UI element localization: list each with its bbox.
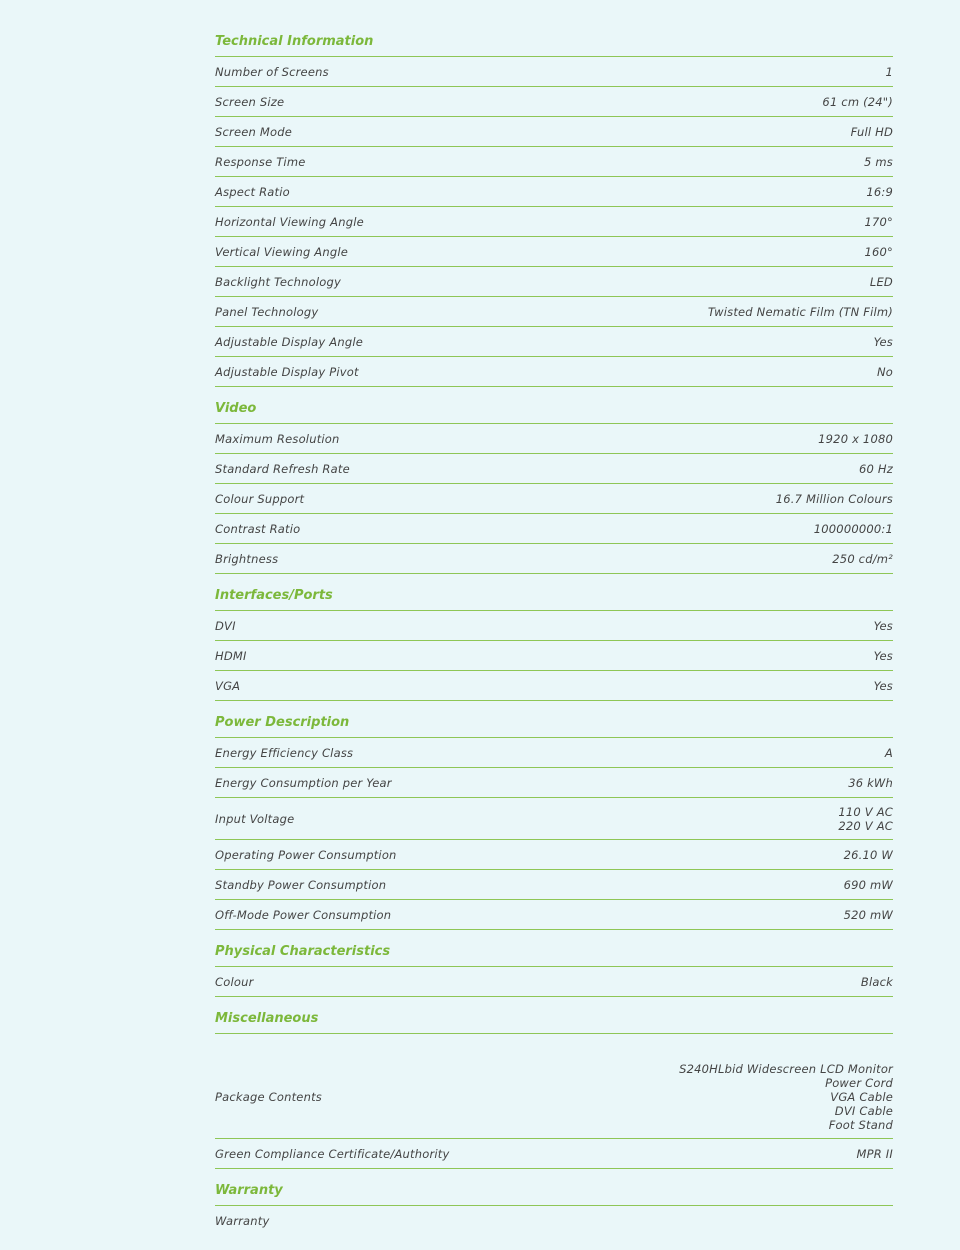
- spec-row-panel-technology: [215, 297, 893, 327]
- spec-value-line: Yes: [873, 334, 893, 349]
- spec-label: Number of Screens: [215, 64, 329, 79]
- spec-label: Adjustable Display Angle: [215, 334, 363, 349]
- spec-value: [844, 908, 893, 922]
- spec-value: [874, 619, 893, 633]
- spec-row-dvi: [215, 611, 893, 641]
- spec-value-line: Yes: [873, 648, 893, 663]
- spec-label: Adjustable Display Pivot: [215, 364, 359, 379]
- spec-label: Aspect Ratio: [215, 184, 290, 199]
- spec-value: [865, 245, 894, 259]
- spec-label: Backlight Technology: [215, 274, 342, 289]
- spec-value: [861, 975, 893, 989]
- spec-value: [864, 155, 893, 169]
- spec-value-line: 26.10 W: [843, 847, 893, 862]
- spec-value-line: 690 mW: [843, 877, 893, 892]
- section-technical-information: [215, 30, 893, 397]
- spec-label: HDMI: [215, 648, 247, 663]
- section-warranty: [215, 1179, 893, 1235]
- spec-label: Brightness: [215, 551, 279, 566]
- section-power-description: [215, 711, 893, 940]
- spec-row-input-voltage: [215, 798, 893, 840]
- section-title: Interfaces/Ports: [215, 584, 893, 611]
- spec-row-energy-consumption-per-year: [215, 768, 893, 798]
- spec-label: Screen Size: [215, 94, 285, 109]
- spec-value-line: 100000000:1: [813, 521, 893, 536]
- spec-label: Energy Consumption per Year: [215, 775, 392, 790]
- spec-label: Energy Efficiency Class: [215, 745, 354, 760]
- spec-row-adjustable-display-angle: [215, 327, 893, 357]
- spec-label: Maximum Resolution: [215, 431, 340, 446]
- spec-value-line: 60 Hz: [859, 461, 893, 476]
- spec-value: [885, 65, 893, 79]
- spec-value-line: 16:9: [866, 184, 893, 199]
- spec-value-line: A: [884, 745, 893, 760]
- spec-value: [865, 215, 894, 229]
- spec-label: Vertical Viewing Angle: [215, 244, 349, 259]
- spec-value-line: DVI Cable: [834, 1104, 893, 1118]
- spec-row-maximum-resolution: [215, 424, 893, 454]
- section-title: Warranty: [215, 1179, 893, 1206]
- spec-value-line: Yes: [873, 678, 893, 693]
- spec-row-colour: [215, 967, 893, 997]
- spec-label: Screen Mode: [215, 124, 292, 139]
- spec-row-vga: [215, 671, 893, 701]
- spec-value: [814, 522, 893, 536]
- spec-row-off-mode-power-consumption: [215, 900, 893, 930]
- spec-value-line: 36 kWh: [848, 775, 893, 790]
- section-title: Video: [215, 397, 893, 424]
- spec-row-green-compliance-certificate-authority: [215, 1139, 893, 1169]
- spec-value: [679, 1062, 893, 1132]
- spec-row-screen-mode: [215, 117, 893, 147]
- section-interfaces-ports: [215, 584, 893, 711]
- spec-value: [877, 365, 893, 379]
- spec-value: [874, 679, 893, 693]
- section-physical-characteristics: [215, 940, 893, 1007]
- spec-row-contrast-ratio: [215, 514, 893, 544]
- spec-sheet: [215, 30, 893, 1235]
- spec-value: [844, 848, 893, 862]
- spec-value-line: 250 cd/m²: [832, 551, 893, 566]
- spec-value: [776, 492, 893, 506]
- spec-value-line: Yes: [873, 618, 893, 633]
- spec-label: VGA: [215, 678, 241, 693]
- spec-value: [857, 1147, 894, 1161]
- spec-value-line: Full HD: [850, 124, 893, 139]
- spec-row-horizontal-viewing-angle: [215, 207, 893, 237]
- spec-label: Colour Support: [215, 491, 305, 506]
- spec-label: Operating Power Consumption: [215, 847, 397, 862]
- section-title: Physical Characteristics: [215, 940, 893, 967]
- section-title: Power Description: [215, 711, 893, 738]
- spec-row-adjustable-display-pivot: [215, 357, 893, 387]
- spec-value-line: Black: [860, 974, 893, 989]
- spec-label: Colour: [215, 974, 254, 989]
- spec-value-line: No: [876, 364, 893, 379]
- spec-value: [885, 746, 893, 760]
- spec-value: [874, 335, 893, 349]
- spec-label: Package Contents: [215, 1090, 322, 1104]
- section-video: [215, 397, 893, 584]
- spec-row-response-time: [215, 147, 893, 177]
- spec-row-backlight-technology: [215, 267, 893, 297]
- spec-value-line: MPR II: [856, 1146, 893, 1161]
- section-title: Miscellaneous: [215, 1007, 893, 1034]
- spec-value: [818, 432, 893, 446]
- spec-row-warranty: [215, 1206, 893, 1235]
- spec-value: [844, 878, 893, 892]
- spec-value-line: 160°: [864, 244, 893, 259]
- spec-value: [874, 649, 893, 663]
- spec-row-number-of-screens: [215, 57, 893, 87]
- spec-value-line: 520 mW: [843, 907, 893, 922]
- spec-value-line: VGA Cable: [830, 1090, 893, 1104]
- spec-label: Standard Refresh Rate: [215, 461, 350, 476]
- spec-value-line: 1920 x 1080: [818, 431, 893, 446]
- spec-value-line: 170°: [864, 214, 893, 229]
- spec-value-line: Power Cord: [825, 1076, 893, 1090]
- spec-value: [866, 185, 893, 199]
- spec-row-colour-support: [215, 484, 893, 514]
- spec-label: DVI: [215, 618, 236, 633]
- spec-value-line: 5 ms: [864, 154, 893, 169]
- spec-row-standby-power-consumption: [215, 870, 893, 900]
- spec-row-aspect-ratio: [215, 177, 893, 207]
- spec-value-line: 110 V AC: [838, 804, 893, 819]
- spec-row-operating-power-consumption: [215, 840, 893, 870]
- spec-value-line: 1: [885, 64, 893, 79]
- spec-row-energy-efficiency-class: [215, 738, 893, 768]
- spec-value-line: 61 cm (24"): [822, 94, 893, 109]
- spec-row-vertical-viewing-angle: [215, 237, 893, 267]
- spec-label: Horizontal Viewing Angle: [215, 214, 364, 229]
- spec-row-package-contents: [215, 1034, 893, 1139]
- spec-label: Standby Power Consumption: [215, 877, 387, 892]
- spec-label: Green Compliance Certificate/Authority: [215, 1146, 450, 1161]
- spec-row-brightness: [215, 544, 893, 574]
- spec-value-line: S240HLbid Widescreen LCD Monitor: [679, 1062, 893, 1076]
- spec-value: [708, 305, 893, 319]
- spec-label: Off-Mode Power Consumption: [215, 907, 392, 922]
- spec-row-standard-refresh-rate: [215, 454, 893, 484]
- spec-row-hdmi: [215, 641, 893, 671]
- section-miscellaneous: [215, 1007, 893, 1179]
- spec-value: [838, 805, 893, 833]
- spec-value-line: Twisted Nematic Film (TN Film): [707, 304, 893, 319]
- spec-label: Contrast Ratio: [215, 521, 301, 536]
- spec-value: [859, 462, 893, 476]
- spec-value-line: 220 V AC: [838, 818, 893, 833]
- spec-value-line: 16.7 Million Colours: [775, 491, 893, 506]
- spec-label: Response Time: [215, 154, 306, 169]
- spec-value: [832, 552, 893, 566]
- spec-value: [851, 125, 893, 139]
- section-title: Technical Information: [215, 30, 893, 57]
- spec-value: [848, 776, 893, 790]
- spec-value-line: LED: [869, 274, 893, 289]
- spec-value: [822, 95, 893, 109]
- spec-row-screen-size: [215, 87, 893, 117]
- spec-label: Input Voltage: [215, 811, 295, 826]
- spec-label: Panel Technology: [215, 304, 319, 319]
- spec-value-line: Foot Stand: [828, 1118, 893, 1132]
- spec-value: [870, 275, 893, 289]
- spec-label: Warranty: [215, 1213, 270, 1228]
